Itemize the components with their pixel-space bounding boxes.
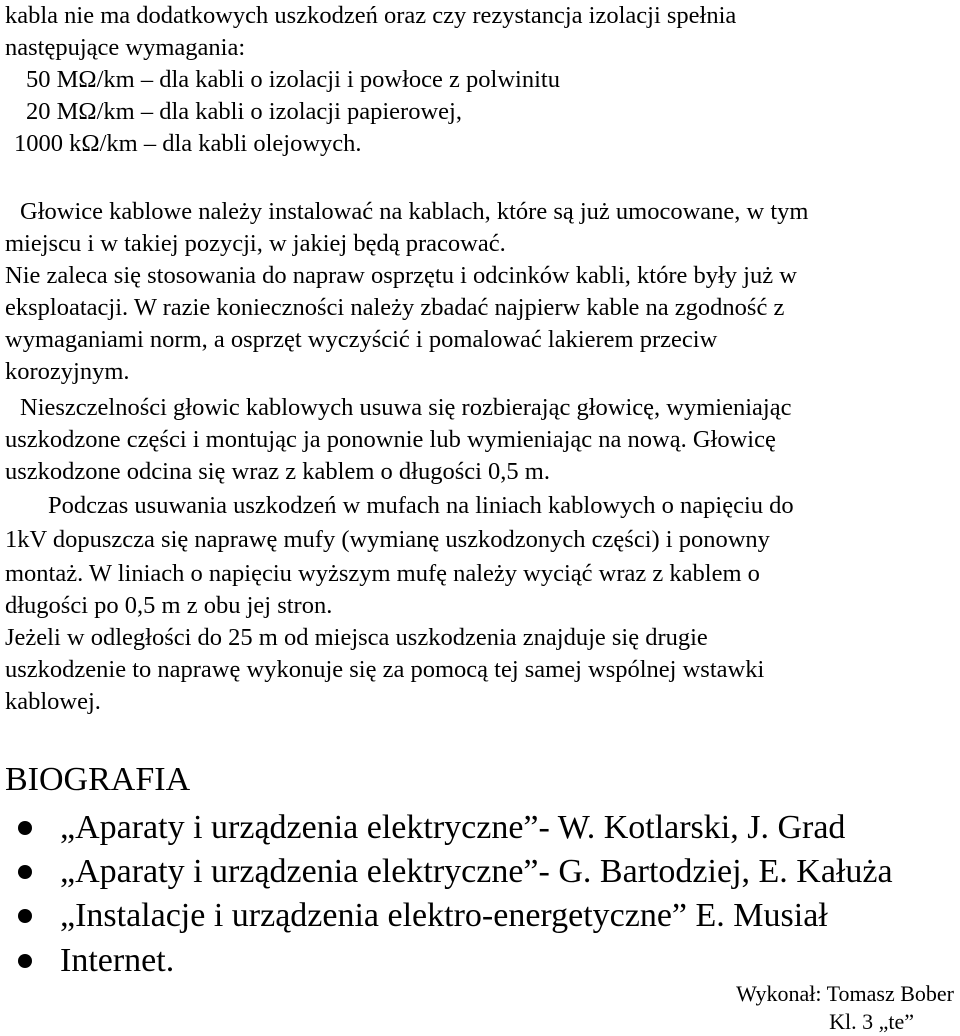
text-line: kablowej. [5,688,101,715]
text-line: uszkodzenie to naprawę wykonuje się za pomocą tej samej wspólnej wstawki [5,656,765,683]
text-line: długości po 0,5 m z obu jej stron. [5,592,333,619]
author-signature: Wykonał: Tomasz Bober [736,981,954,1006]
bibliography-heading: BIOGRAFIA [5,761,191,798]
text-line: Nieszczelności głowic kablowych usuwa się rozbierając głowicę, wymieniając [20,394,792,421]
text-line: montaż. W liniach o napięciu wyższym mufę należy wyciąć wraz z kablem o [5,560,760,587]
bullet-icon [18,954,32,968]
requirement-line: 1000 kΩ/km – dla kabli olejowych. [14,130,362,157]
text-line: następujące wymagania: [5,34,246,61]
text-line: miejscu i w takiej pozycji, w jakiej będą pracować. [5,230,506,257]
bullet-icon [18,909,32,923]
text-line: Jeżeli w odległości do 25 m od miejsca uszkodzenia znajduje się drugie [5,624,708,651]
text-line: wymaganiami norm, a osprzęt wyczyścić i pomalować lakierem przeciw [5,326,718,353]
text-line: eksploatacji. W razie konieczności należy zbadać najpierw kable na zgodność z [5,294,785,321]
bullet-icon [18,865,32,879]
class-signature: Kl. 3 „te” [829,1009,914,1034]
text-line: 1kV dopuszcza się naprawę mufy (wymianę uszkodzonych części) i ponowny [5,526,770,553]
text-line: Podczas usuwania uszkodzeń w mufach na liniach kablowych o napięciu do [48,492,794,519]
text-line: kabla nie ma dodatkowych uszkodzeń oraz czy rezystancja izolacji spełnia [5,2,737,29]
bullet-icon [18,821,32,835]
bibliography-item: „Aparaty i urządzenia elektryczne”- G. Bartodziej, E. Kałuża [60,853,893,890]
text-line: korozyjnym. [5,358,130,385]
requirement-line: 20 MΩ/km – dla kabli o izolacji papierowej, [26,98,462,125]
text-line: uszkodzone części i montując ja ponownie lub wymieniając na nową. Głowicę [5,426,776,453]
text-line: Głowice kablowe należy instalować na kablach, które są już umocowane, w tym [20,198,809,225]
bibliography-item: Internet. [60,942,175,979]
text-line: uszkodzone odcina się wraz z kablem o długości 0,5 m. [5,458,550,485]
requirement-line: 50 MΩ/km – dla kabli o izolacji i powłoce z polwinitu [26,66,560,93]
text-line: Nie zaleca się stosowania do napraw osprzętu i odcinków kabli, które były już w [5,262,797,289]
bibliography-item: „Instalacje i urządzenia elektro-energetyczne” E. Musiał [60,897,828,934]
bibliography-item: „Aparaty i urządzenia elektryczne”- W. Kotlarski, J. Grad [60,809,846,846]
